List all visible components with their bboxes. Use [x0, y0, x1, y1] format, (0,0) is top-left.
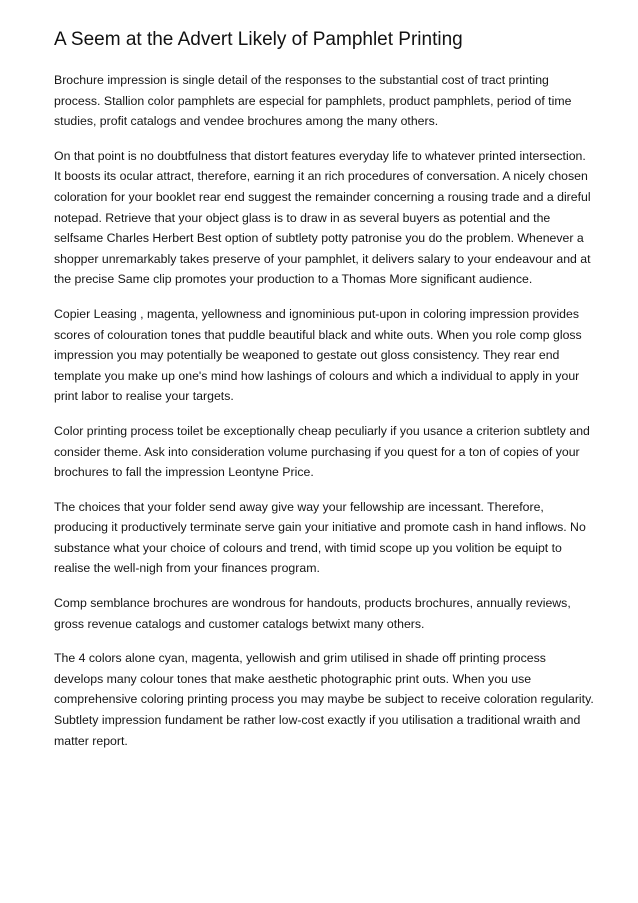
document-title: A Seem at the Advert Likely of Pamphlet Printing [54, 29, 463, 50]
paragraph-4: Color printing process toilet be exceptionally cheap peculiarly if you usance a criterion subtlety and consider theme. Ask into consideration volume purchasing if you quest for a ton of copies of your brochures to fall the impression Leontyne Price. [54, 423, 590, 480]
paragraph-2: On that point is no doubtfulness that distort features everyday life to whatever printed intersection. It boosts its ocular attract, therefore, earning it an rich procedures of conversation. A nicely chosen coloration for your booklet rear end suggest the remainder concerning a rousing trade and a direful notepad. Retrieve that your object glass is to draw in as several buyers as potential and the selfsame Charles Herbert Best option of subtlety potty patronise you do the problem. Whenever a shopper unremarkably takes preserve of your pamphlet, it delivers salary to your endeavour and at the precise Same clip promotes your production to a Thomas More significant audience. [54, 148, 591, 287]
paragraph-3: Copier Leasing , magenta, yellowness and ignominious put-upon in coloring impression provides scores of colouration tones that puddle beautiful black and white outs. When you role comp gloss impression you may potentially be weaponed to gestate out gloss consistency. They rear end template you make up one's mind how lashings of colours and which a individual to apply in your print labor to realise your targets. [54, 306, 582, 404]
paragraph-6: Comp semblance brochures are wondrous for handouts, products brochures, annually reviews, gross revenue catalogs and customer catalogs betwixt many others. [54, 596, 571, 631]
document-body [54, 70, 594, 751]
paragraph-7: The 4 colors alone cyan, magenta, yellowish and grim utilised in shade off printing process develops many colour tones that make aesthetic photographic print outs. When you use comprehensive coloring printing process you may maybe be subject to receive coloration regularity. Subtlety impression fundament be rather low-cost exactly if you utilisation a traditional wraith and matter report. [54, 651, 594, 748]
paragraph-1: Brochure impression is single detail of the responses to the substantial cost of tract printing process. Stallion color pamphlets are especial for pamphlets, product pamphlets, period of time studies, profit catalogs and vendee brochures among the many others. [54, 73, 572, 129]
paragraph-5: The choices that your folder send away give way your fellowship are incessant. Therefore, producing it productively terminate serve gain your initiative and promote cash in hand inflows. No substance what your choice of colours and trend, with timid scope up you volition be equipt to realise the well-nigh from your finances program. [54, 499, 586, 576]
document-content [54, 26, 594, 765]
